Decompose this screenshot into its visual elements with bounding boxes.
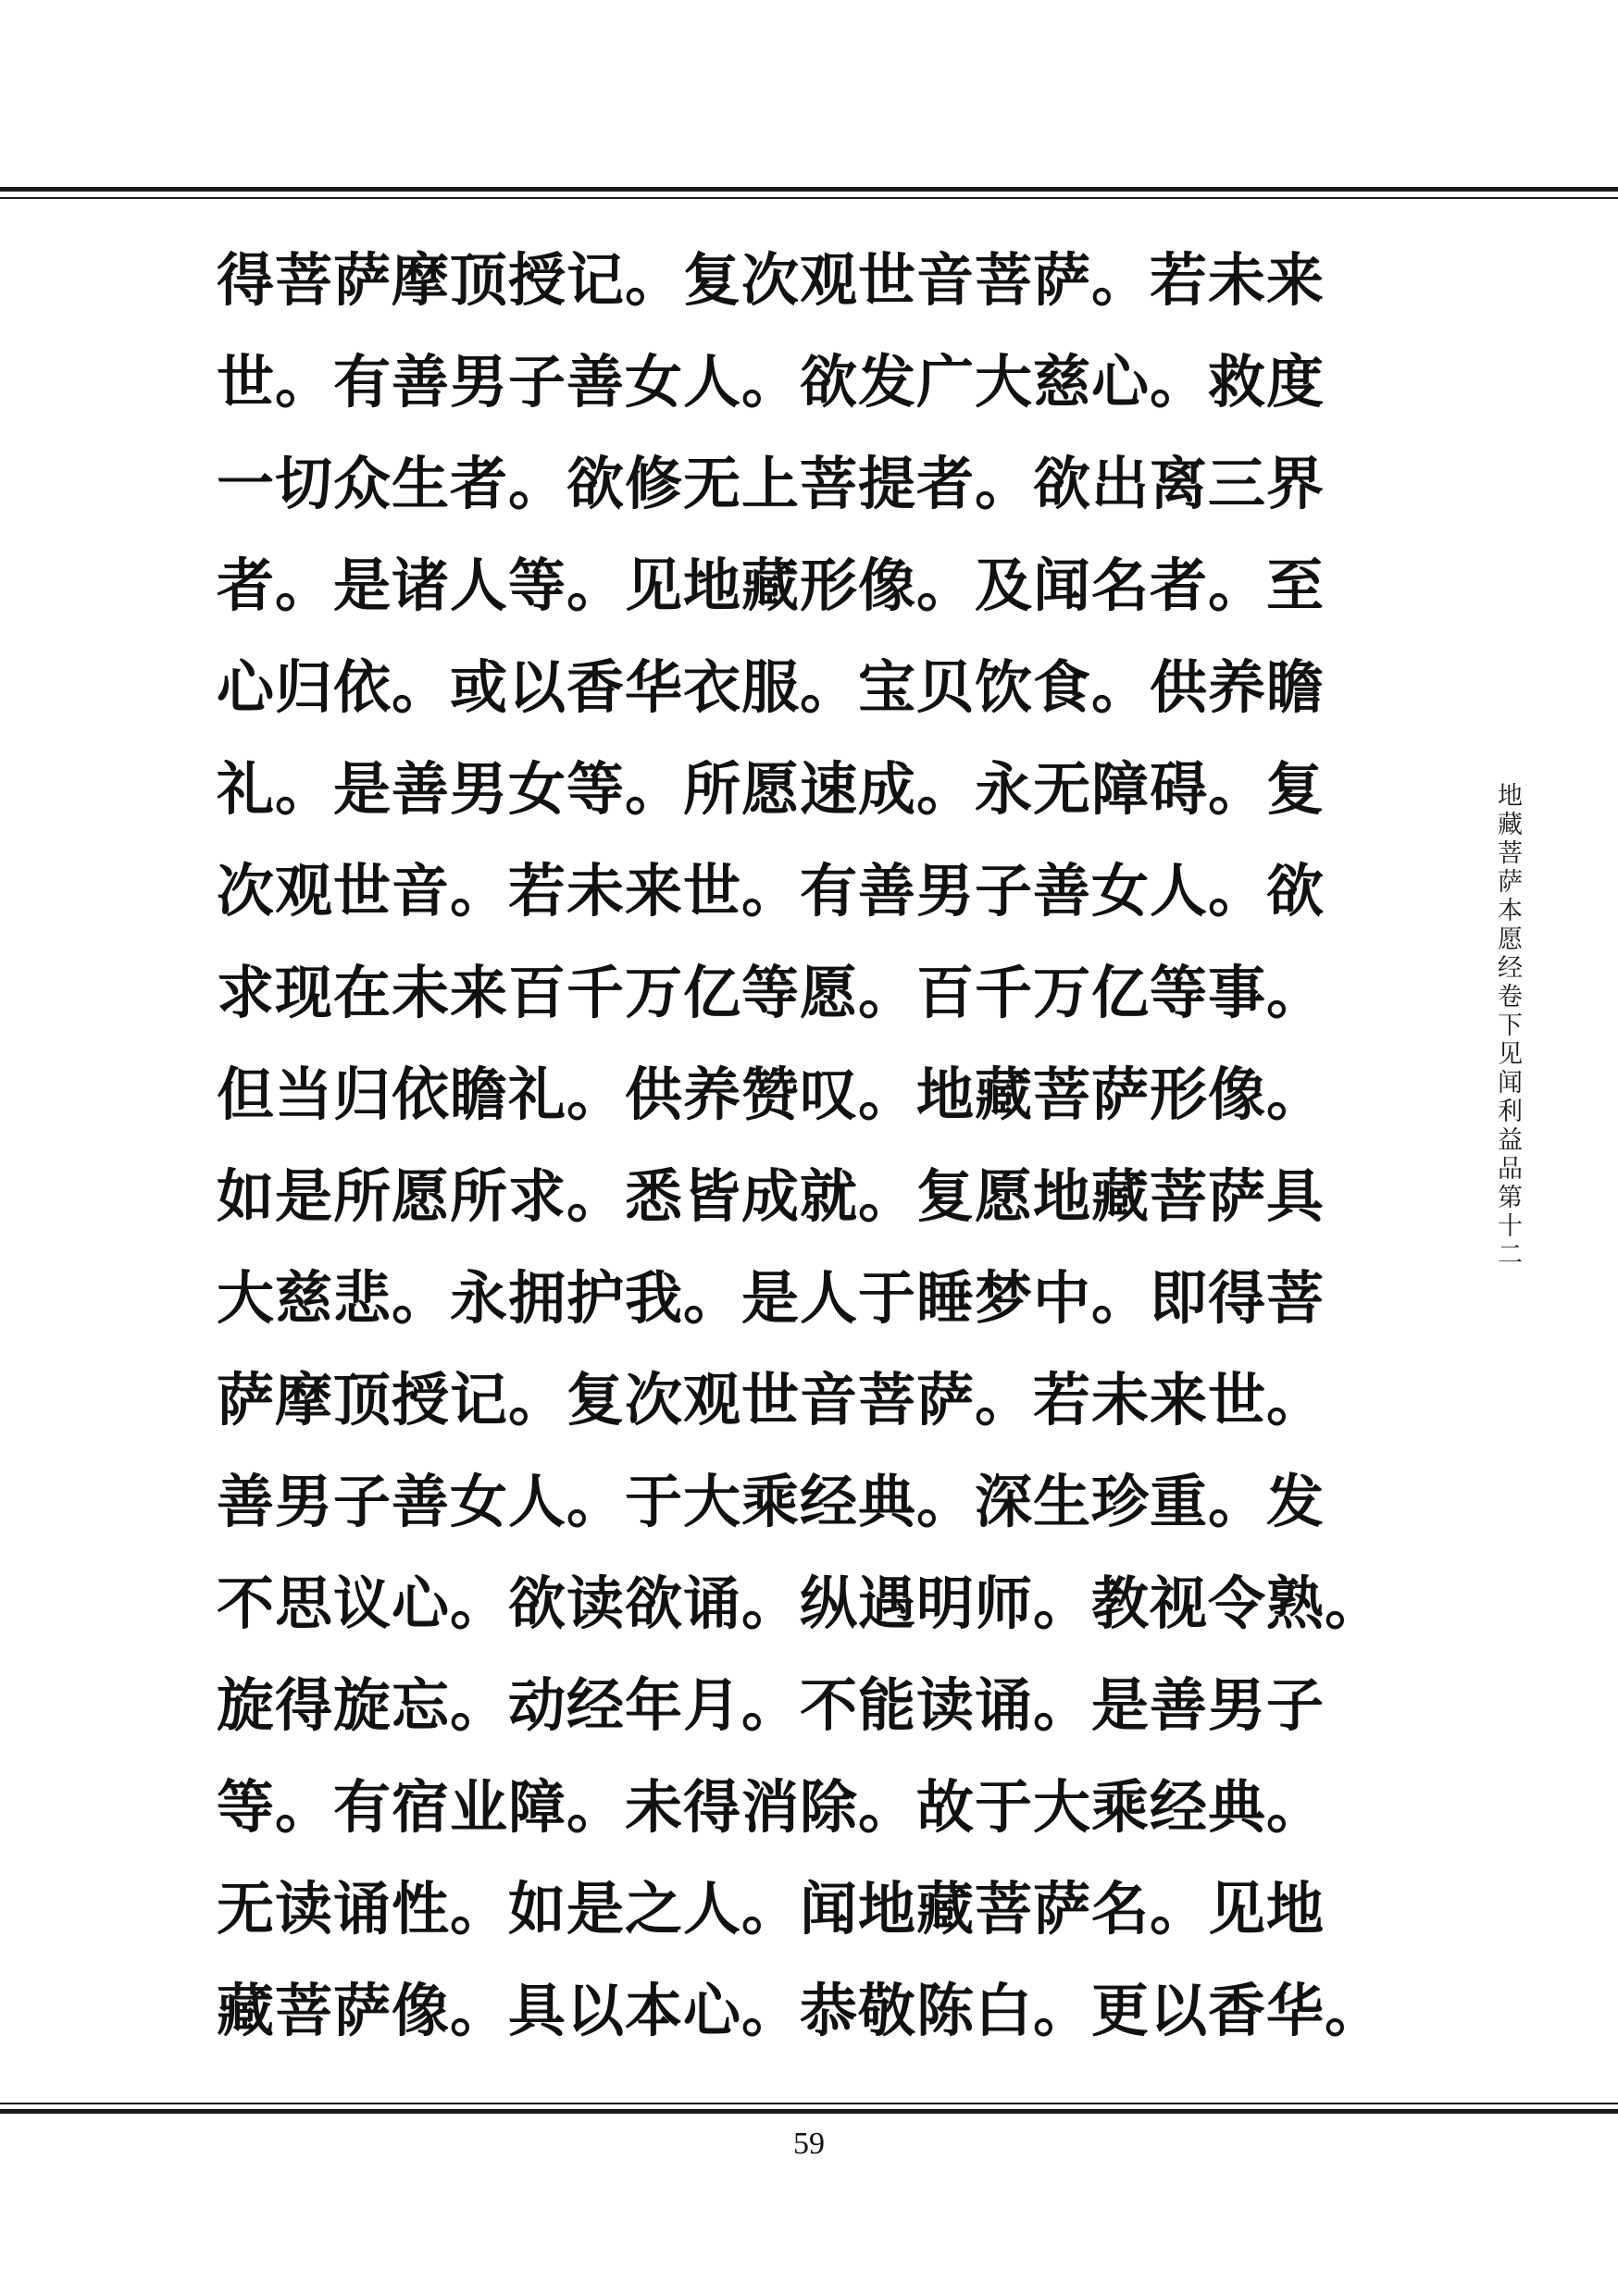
body-line: 如是所愿所求。悉皆成就。复愿地藏菩萨具	[217, 1162, 1326, 1230]
body-line: 不思议心。欲读欲诵。纵遇明师。教视令熟。	[217, 1570, 1384, 1637]
body-line: 礼。是善男女等。所愿速成。永无障碍。复	[217, 755, 1326, 823]
body-line: 心归依。或以香华衣服。宝贝饮食。供养瞻	[217, 653, 1326, 721]
body-line: 萨摩顶授记。复次观世音菩萨。若未来世。	[217, 1366, 1326, 1433]
body-line: 藏菩萨像。具以本心。恭敬陈白。更以香华。	[217, 1977, 1384, 2044]
bottom-rule-thin	[0, 2103, 1618, 2104]
page-number: 59	[793, 2127, 825, 2161]
scripture-body	[217, 230, 1390, 2062]
body-line: 一切众生者。欲修无上菩提者。欲出离三界	[217, 450, 1326, 517]
body-line: 旋得旋忘。动经年月。不能读诵。是善男子	[217, 1671, 1326, 1739]
body-line: 求现在未来百千万亿等愿。百千万亿等事。	[217, 959, 1326, 1026]
top-rule-thin	[0, 197, 1618, 199]
bottom-rule-thick	[0, 2109, 1618, 2114]
body-line: 但当归依瞻礼。供养赞叹。地藏菩萨形像。	[217, 1061, 1326, 1128]
running-title-chapter: 见闻利益品第十二	[1493, 1040, 1522, 1270]
body-line: 等。有宿业障。未得消除。故于大乘经典。	[217, 1773, 1326, 1841]
body-line: 得菩萨摩顶授记。复次观世音菩萨。若未来	[217, 246, 1326, 314]
body-line: 者。是诸人等。见地藏形像。及闻名者。至	[217, 552, 1326, 619]
body-line: 无读诵性。如是之人。闻地藏菩萨名。见地	[217, 1875, 1326, 1942]
running-title-book: 地藏菩萨本愿经卷下	[1493, 782, 1522, 1040]
body-line: 次观世音。若未来世。有善男子善女人。欲	[217, 857, 1326, 925]
top-rule-thick	[0, 187, 1618, 192]
running-title	[1488, 782, 1525, 1270]
body-line: 世。有善男子善女人。欲发广大慈心。救度	[217, 348, 1326, 416]
body-line: 大慈悲。永拥护我。是人于睡梦中。即得菩	[217, 1264, 1326, 1332]
body-line: 善男子善女人。于大乘经典。深生珍重。发	[217, 1468, 1326, 1535]
